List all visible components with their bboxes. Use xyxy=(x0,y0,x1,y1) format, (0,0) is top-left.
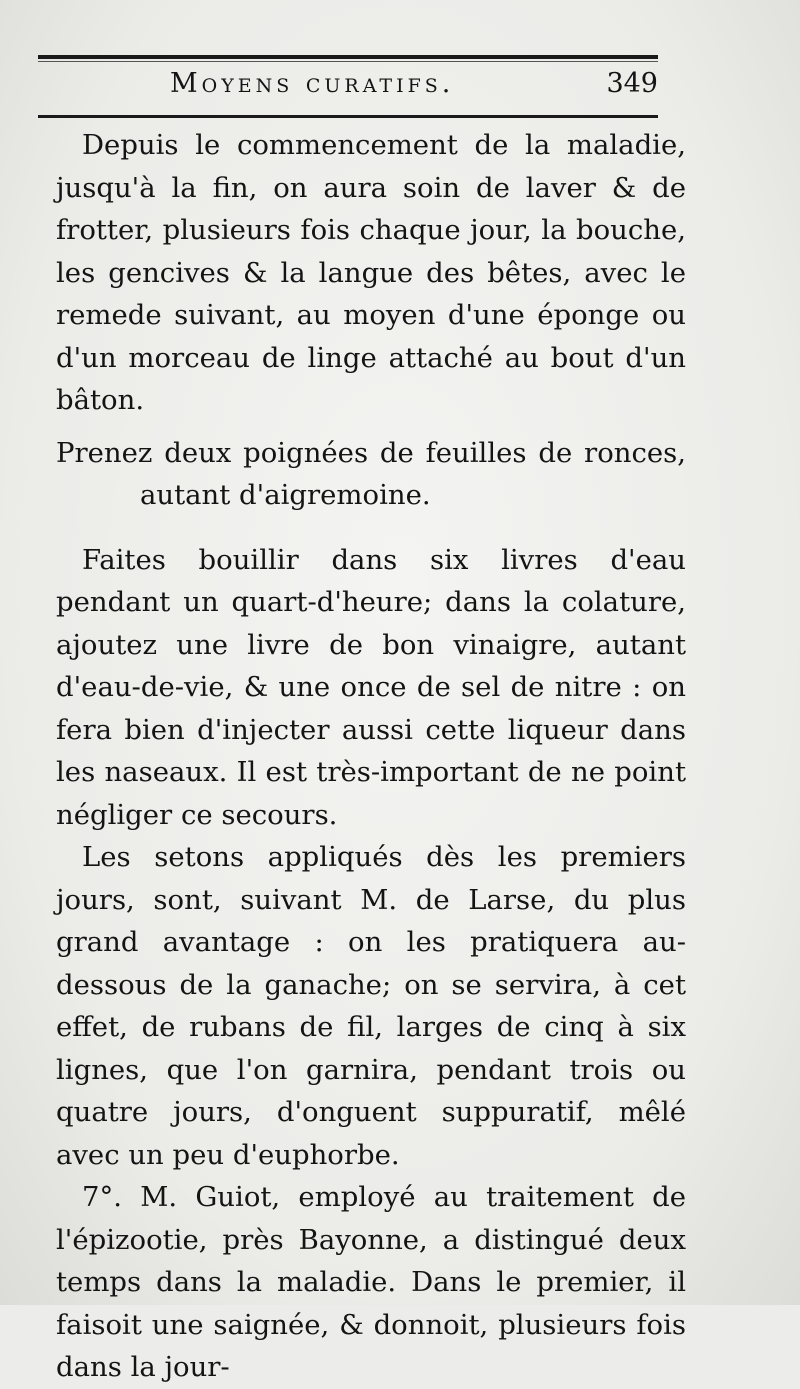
page-body xyxy=(56,124,686,1389)
header-top-rule xyxy=(38,55,658,59)
header-bottom-rule xyxy=(38,115,658,118)
paragraph-guiot: 7°. M. Guiot, employé au traitement de l'épizootie, près Bayonne, a distingué deux temps dans la maladie. Dans le premier, il faisoit une saignée, & donnoit, plusieurs fois dans la jour- xyxy=(56,1181,686,1383)
page-number: 349 xyxy=(606,68,658,99)
paragraph-preparation: Faites bouillir dans six livres d'eau pendant un quart-d'heure; dans la colature, ajoutez une livre de bon vinaigre, autant d'eau-de-vie, & une once de sel de nitre : on fera bien d'injecter aussi cette liqueur dans les naseaux. Il est très-important de ne point négliger ce secours. xyxy=(56,543,686,831)
paragraph-mouth-washing: Depuis le commencement de la maladie, jusqu'à la fin, on aura soin de laver & de frotter, plusieurs fois chaque jour, la bouche, les gencives & la langue des bêtes, avec le remede suivant, au moyen d'une éponge ou d'un morceau de linge attaché au bout d'un bâton. xyxy=(56,129,686,416)
running-header xyxy=(38,62,658,112)
paragraph-setons: Les setons appliqués dès les premiers jours, sont, suivant M. de Larse, du plus grand avantage : on les pratiquera au-dessous de la ganache; on se servira, à cet effet, de rubans de fil, larges de cinq à six lignes, que l'on garnira, pendant trois ou quatre jours, d'onguent suppuratif, mêlé avec un peu d'euphorbe. xyxy=(56,841,686,1171)
running-title: Moyens curatifs. xyxy=(170,68,455,99)
paragraph-recipe: Prenez deux poignées de feuilles de ronces, autant d'aigremoine. xyxy=(56,436,686,511)
